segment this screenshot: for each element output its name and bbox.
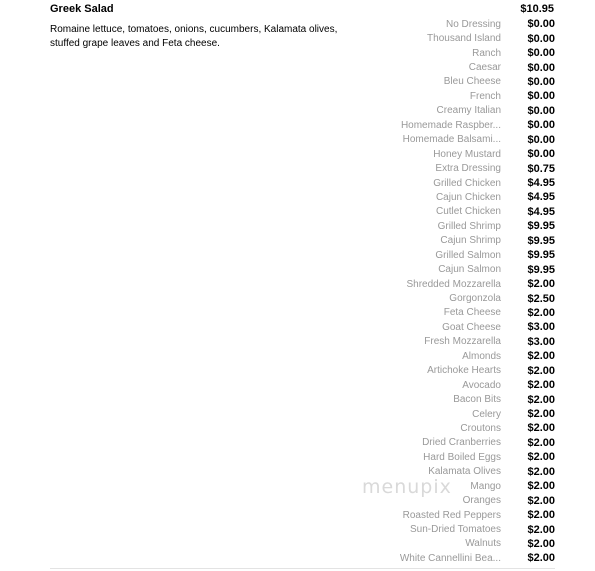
option-name: Ranch <box>472 47 501 59</box>
option-price: $2.00 <box>527 278 555 291</box>
option-row <box>350 364 555 378</box>
option-row <box>350 306 555 320</box>
divider <box>50 568 555 569</box>
option-row <box>350 335 555 349</box>
option-name: Artichoke Hearts <box>427 365 501 377</box>
option-price: $0.00 <box>527 133 555 146</box>
option-name: Cutlet Chicken <box>435 206 501 218</box>
option-price: $0.00 <box>527 90 555 103</box>
option-price: $2.00 <box>527 364 555 377</box>
option-price: $2.00 <box>527 393 555 406</box>
option-price: $0.75 <box>527 162 555 175</box>
option-name: Gorgonzola <box>449 293 501 305</box>
option-name: Almonds <box>462 350 501 362</box>
option-price: $9.95 <box>527 263 555 276</box>
option-price: $2.00 <box>527 408 555 421</box>
option-price: $2.00 <box>527 494 555 507</box>
option-row <box>350 537 555 551</box>
option-row <box>350 161 555 175</box>
option-name: Celery <box>472 408 501 420</box>
item-description: Romaine lettuce, tomatoes, onions, cucumbers, Kalamata olives, stuffed grape leaves and Feta cheese. <box>50 24 338 49</box>
option-row <box>350 118 555 132</box>
option-row <box>350 436 555 450</box>
option-price: $0.00 <box>527 47 555 60</box>
option-name: Avocado <box>462 379 501 391</box>
option-price: $2.00 <box>527 552 555 565</box>
option-row <box>350 349 555 363</box>
option-name: Goat Cheese <box>442 321 501 333</box>
option-price: $0.00 <box>527 61 555 74</box>
option-name: Homemade Raspber... <box>400 119 501 131</box>
item-name: Greek Salad <box>50 3 114 15</box>
option-row <box>350 291 555 305</box>
option-name: Oranges <box>462 495 501 507</box>
option-row <box>350 277 555 291</box>
option-price: $2.00 <box>527 422 555 435</box>
option-name: Cajun Shrimp <box>440 235 501 247</box>
option-name: Dried Cranberries <box>422 437 501 449</box>
option-name: Feta Cheese <box>443 307 501 319</box>
option-name: Shredded Mozzarella <box>406 278 501 290</box>
option-row <box>350 31 555 45</box>
option-row <box>350 234 555 248</box>
option-price: $2.00 <box>527 306 555 319</box>
option-row <box>350 551 555 565</box>
option-row <box>350 147 555 161</box>
option-row <box>350 262 555 276</box>
option-price: $0.00 <box>527 148 555 161</box>
option-row <box>350 493 555 507</box>
option-row <box>350 205 555 219</box>
option-name: Cajun Chicken <box>435 191 501 203</box>
option-price: $2.00 <box>527 350 555 363</box>
option-name: Fresh Mozzarella <box>424 336 501 348</box>
option-price: $2.00 <box>527 379 555 392</box>
option-name: French <box>469 90 501 102</box>
option-price: $2.00 <box>527 480 555 493</box>
option-name: Grilled Chicken <box>433 177 501 189</box>
option-price: $0.00 <box>527 18 555 31</box>
option-price: $9.95 <box>527 249 555 262</box>
option-row <box>350 219 555 233</box>
option-price: $2.00 <box>527 509 555 522</box>
option-row <box>350 392 555 406</box>
option-row <box>350 89 555 103</box>
option-price: $9.95 <box>527 220 555 233</box>
option-name: Kalamata Olives <box>428 466 501 478</box>
option-name: Croutons <box>460 422 501 434</box>
option-price: $4.95 <box>527 205 555 218</box>
option-price: $2.00 <box>527 451 555 464</box>
option-price: $9.95 <box>527 234 555 247</box>
option-price: $4.95 <box>527 191 555 204</box>
option-name: Grilled Shrimp <box>437 220 501 232</box>
option-row <box>350 248 555 262</box>
option-row <box>350 75 555 89</box>
option-name: No Dressing <box>445 18 501 30</box>
option-name: Bleu Cheese <box>443 76 501 88</box>
option-row <box>350 421 555 435</box>
option-price: $2.00 <box>527 523 555 536</box>
option-name: Grilled Salmon <box>435 249 501 261</box>
option-price: $2.00 <box>527 436 555 449</box>
option-name: Cajun Salmon <box>438 264 501 276</box>
option-row <box>350 508 555 522</box>
watermark: menupix <box>362 476 452 498</box>
option-name: Thousand Island <box>427 33 501 45</box>
option-name: Bacon Bits <box>453 394 501 406</box>
option-price: $3.00 <box>527 335 555 348</box>
option-row <box>350 320 555 334</box>
option-row <box>350 133 555 147</box>
option-price: $4.95 <box>527 177 555 190</box>
option-row <box>350 190 555 204</box>
option-name: Homemade Balsami... <box>402 134 501 146</box>
option-row <box>350 60 555 74</box>
option-row <box>350 479 555 493</box>
option-price: $0.00 <box>527 119 555 132</box>
option-name: Extra Dressing <box>435 163 501 175</box>
option-price: $2.00 <box>527 537 555 550</box>
option-row <box>350 450 555 464</box>
option-name: Creamy Italian <box>436 105 501 117</box>
option-row <box>350 176 555 190</box>
option-name: Caesar <box>468 62 501 74</box>
option-row <box>350 46 555 60</box>
option-name: Hard Boiled Eggs <box>423 451 501 463</box>
option-price: $3.00 <box>527 321 555 334</box>
option-name: Sun-Dried Tomatoes <box>410 524 501 536</box>
option-row <box>350 104 555 118</box>
option-row <box>350 378 555 392</box>
option-name: Walnuts <box>465 538 501 550</box>
option-name: Roasted Red Peppers <box>402 509 501 521</box>
option-row <box>350 407 555 421</box>
option-row <box>350 522 555 536</box>
option-row <box>350 465 555 479</box>
option-name: White Cannellini Bea... <box>399 552 501 564</box>
options-list <box>350 17 555 566</box>
option-name: Mango <box>470 480 501 492</box>
option-name: Honey Mustard <box>433 148 501 160</box>
option-price: $0.00 <box>527 75 555 88</box>
option-price: $2.50 <box>527 292 555 305</box>
option-price: $0.00 <box>527 104 555 117</box>
option-row <box>350 17 555 31</box>
option-price: $0.00 <box>527 32 555 45</box>
item-price: $10.95 <box>520 3 554 15</box>
option-price: $2.00 <box>527 465 555 478</box>
